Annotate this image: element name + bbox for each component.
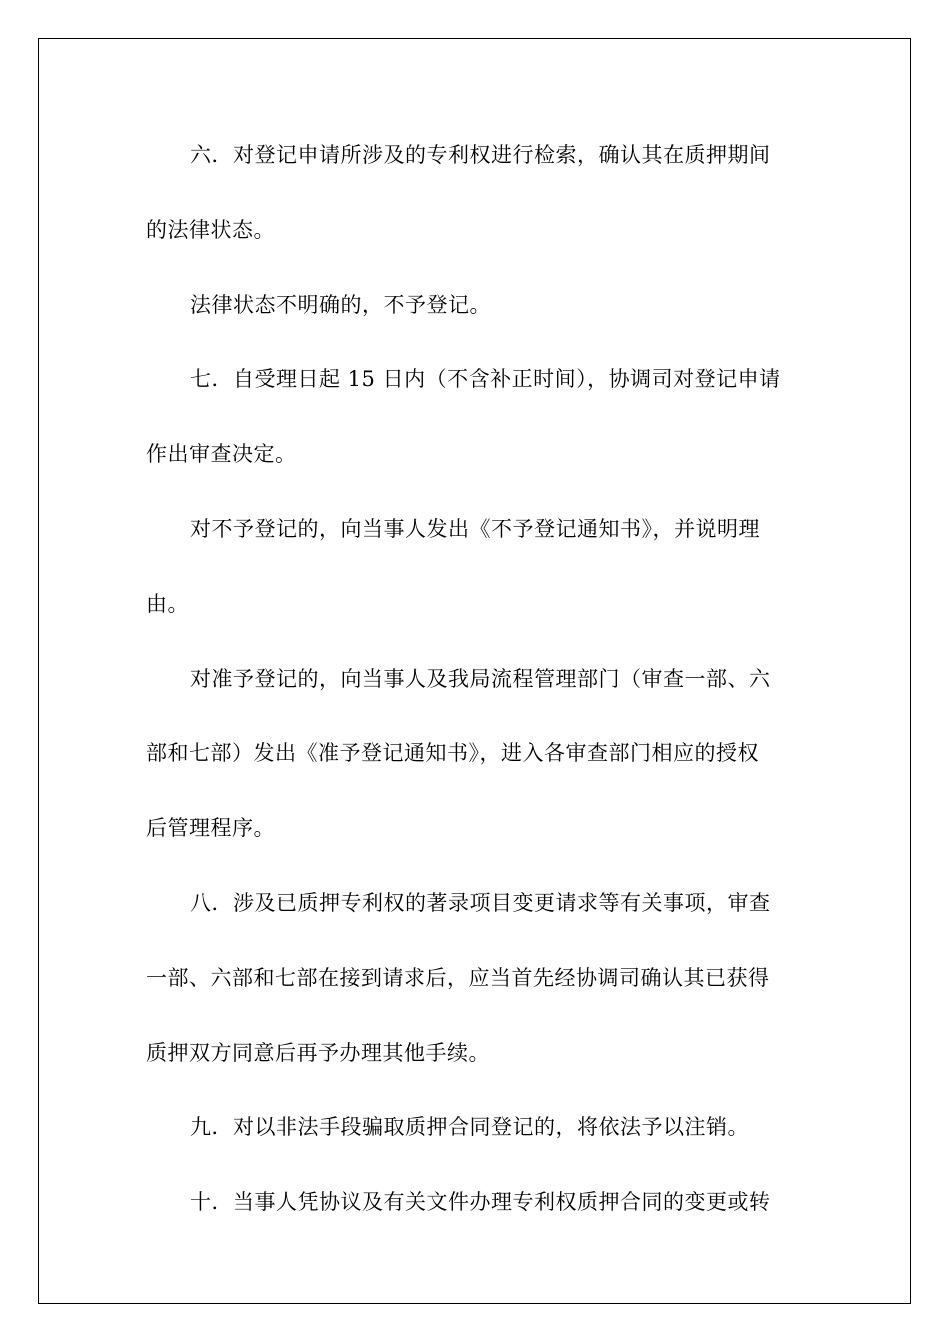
line-text: 六．对登记申请所涉及的专利权进行检索，确认其在质押期间 <box>190 143 771 167</box>
line-text: 质押双方同意后再予办理其他手续。 <box>146 1040 490 1065</box>
line-text: 由。 <box>146 591 189 616</box>
line-text: 九．对以非法手段骗取质押合同登记的，将依法予以注销。 <box>190 1115 749 1140</box>
line-text: 对准予登记的，向当事人及我局流程管理部门（审查一部、六 <box>190 666 771 691</box>
line-text: 一部、六部和七部在接到请求后，应当首先经协调司确认其已获得 <box>146 965 770 990</box>
line-text: 部和七部）发出《准予登记通知书》，进入各审查部门相应的授权 <box>146 741 759 766</box>
line-text: 七．自受理日起 15 日内（不含补正时间），协调司对登记申请 <box>190 367 781 392</box>
line-text: 后管理程序。 <box>146 816 275 841</box>
paragraph-rejection <box>146 492 806 642</box>
paragraph-item-10 <box>146 1165 806 1240</box>
line-text: 作出审查决定。 <box>146 442 297 467</box>
line-text: 法律状态不明确的，不予登记。 <box>190 292 491 317</box>
paragraph-approval <box>146 642 806 866</box>
paragraph-item-9 <box>146 1090 806 1165</box>
line-text: 八．涉及已质押专利权的著录项目变更请求等有关事项，审查 <box>190 890 771 915</box>
document-body <box>146 118 806 1240</box>
paragraph-item-6 <box>146 118 806 268</box>
paragraph-item-8 <box>146 866 806 1090</box>
line-text: 对不予登记的，向当事人发出《不予登记通知书》，并说明理 <box>190 516 760 541</box>
paragraph-unclear-status <box>146 268 806 343</box>
line-text: 的法律状态。 <box>146 217 275 242</box>
paragraph-item-7 <box>146 342 806 492</box>
line-text: 十．当事人凭协议及有关文件办理专利权质押合同的变更或转 <box>190 1190 771 1215</box>
